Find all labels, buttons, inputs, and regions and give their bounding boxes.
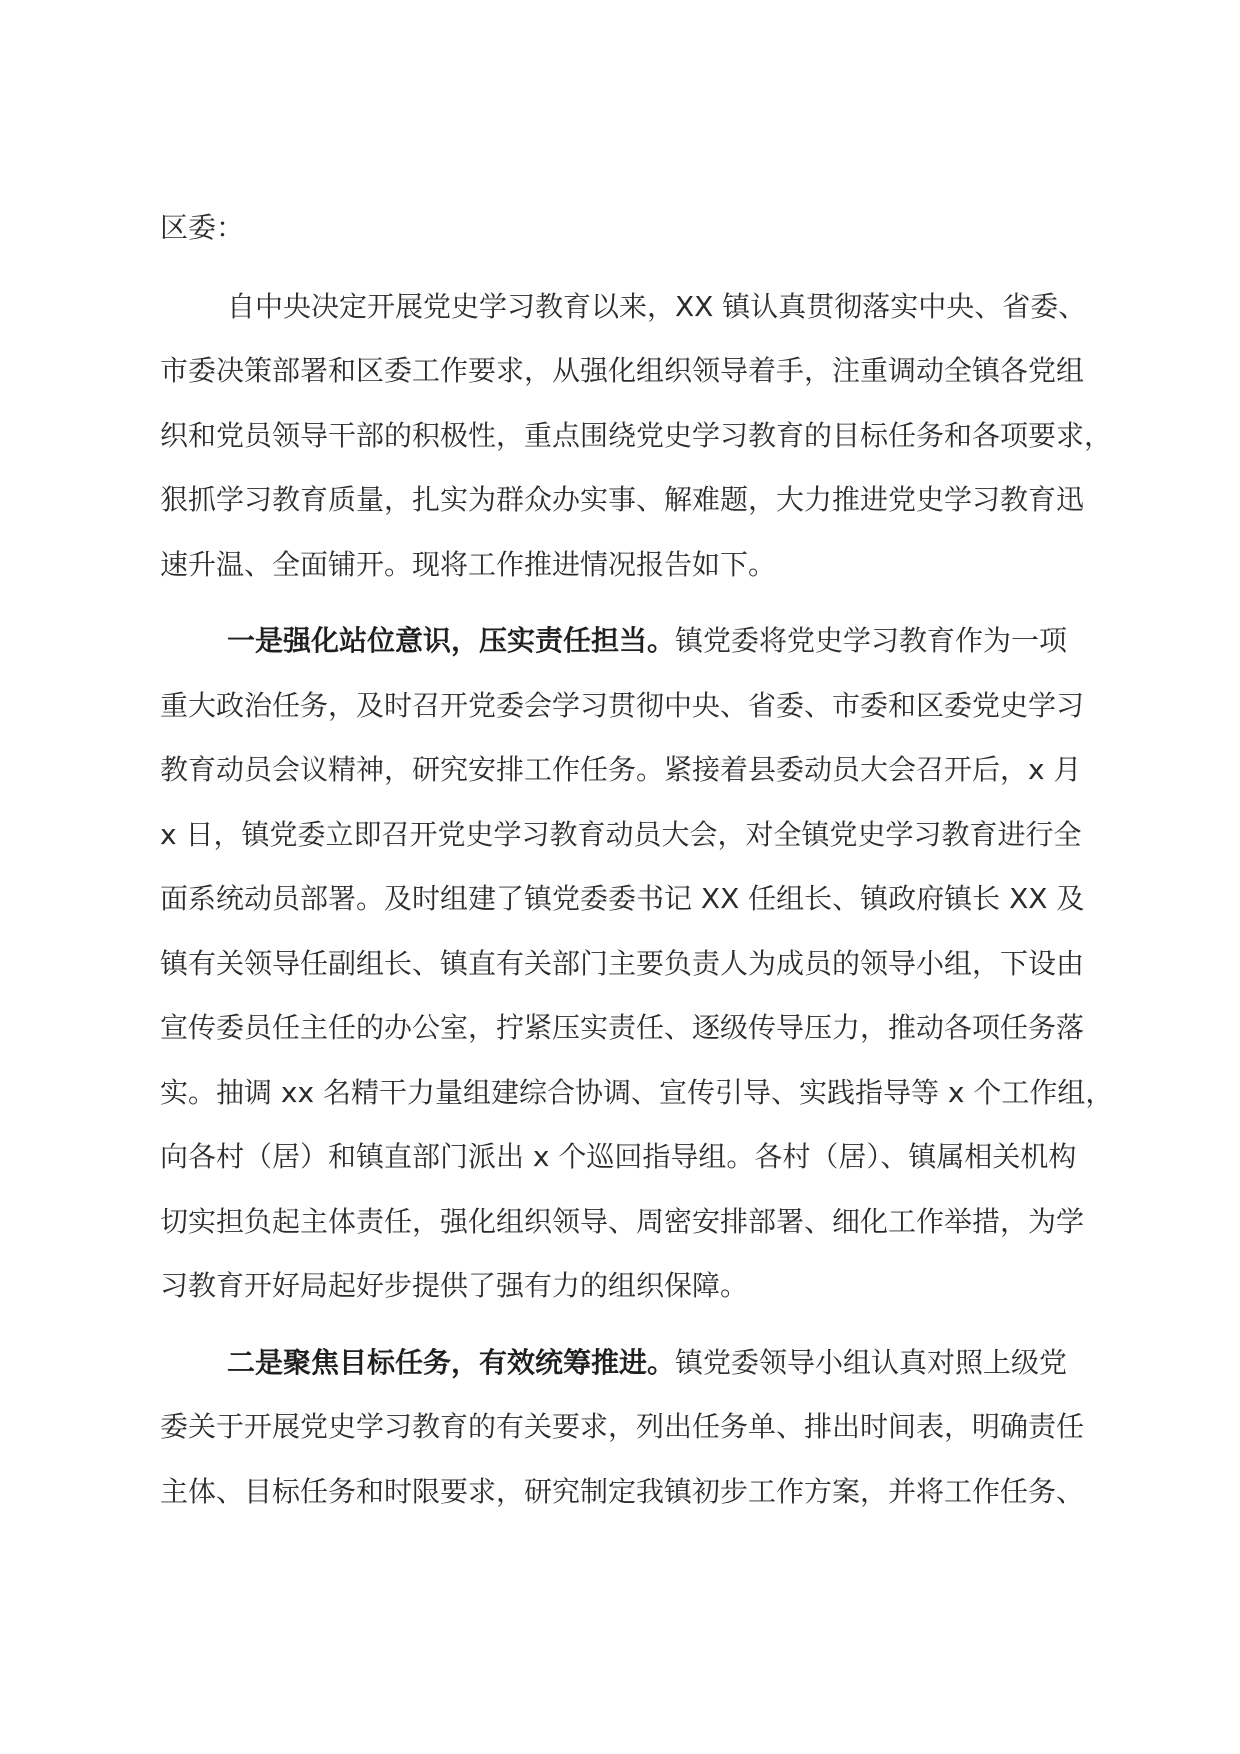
paragraph-line — [160, 1331, 1100, 1396]
section-heading: 一是强化站位意识，压实责任担当。 — [227, 624, 676, 657]
paragraph-line: x 日，镇党委立即召开党史学习教育动员大会，对全镇党史学习教育进行全 — [160, 817, 1082, 851]
section-heading: 二是聚焦目标任务，有效统筹推进。 — [227, 1345, 676, 1379]
paragraph-line: 织和党员领导干部的积极性，重点围绕党史学习教育的目标任务和各项要求， — [160, 418, 1113, 452]
paragraph-line: 重大政治任务，及时召开党委会学习贯彻中央、省委、市委和区委党史学习 — [160, 688, 1085, 722]
paragraph-line: 向各村（居）和镇直部门派出 x 个巡回指导组。各村（居）、镇属相关机构 — [160, 1140, 1077, 1173]
paragraph-line: 狠抓学习教育质量，扎实为群众办实事、解难题，大力推进党史学习教育迅 — [160, 483, 1085, 516]
paragraph-section-1 — [160, 609, 1114, 1319]
paragraph-line: 习教育开好局起好步提供了强有力的组织保障。 — [160, 1269, 749, 1302]
paragraph-intro — [160, 275, 1113, 598]
section-text: 镇党委将党史学习教育作为一项 — [675, 624, 1068, 657]
paragraph-line: 教育动员会议精神，研究安排工作任务。紧接着县委动员大会召开后，x 月 — [160, 753, 1082, 786]
paragraph-line: 面系统动员部署。及时组建了镇党委委书记 XX 任组长、镇政府镇长 XX 及 — [160, 882, 1085, 915]
paragraph-section-2 — [160, 1331, 1100, 1525]
paragraph-line: 宣传委员任主任的办公室，拧紧压实责任、逐级传导压力，推动各项任务落 — [160, 1011, 1085, 1044]
paragraph-line: 速升温、全面铺开。现将工作推进情况报告如下。 — [160, 547, 777, 581]
paragraph-line: 委关于开展党史学习教育的有关要求，列出任务单、排出时间表，明确责任 — [160, 1410, 1085, 1443]
paragraph-line: 主体、目标任务和时限要求，研究制定我镇初步工作方案，并将工作任务、 — [160, 1474, 1085, 1508]
paragraph-line — [160, 609, 1100, 674]
paragraph-line: 实。抽调 xx 名精干力量组建综合协调、宣传引导、实践指导等 x 个工作组， — [160, 1075, 1114, 1109]
document-page — [160, 196, 1114, 1524]
paragraph-line: 市委决策部署和区委工作要求，从强化组织领导着手，注重调动全镇各党组 — [160, 354, 1085, 387]
paragraph-line: 镇有关领导任副组长、镇直有关部门主要负责人为成员的领导小组，下设由 — [160, 946, 1085, 980]
paragraph-line: 切实担负起主体责任，强化组织领导、周密安排部署、细化工作举措，为学 — [160, 1204, 1085, 1238]
section-text: 镇党委领导小组认真对照上级党 — [675, 1345, 1068, 1379]
salutation: 区委： — [160, 211, 245, 244]
paragraph-line: 自中央决定开展党史学习教育以来，XX 镇认真贯彻落实中央、省委、 — [227, 289, 1087, 323]
